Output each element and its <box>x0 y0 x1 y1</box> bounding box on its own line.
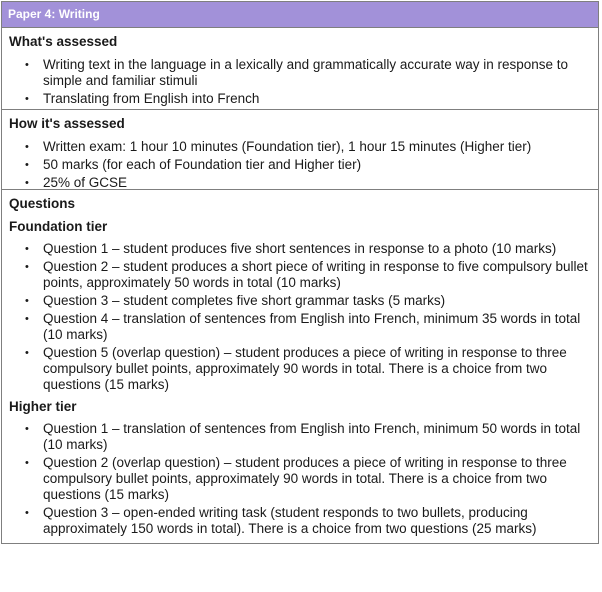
list-item: • Writing text in the language in a lexically and grammatically accurate way in response to simple and familiar stimuli <box>9 57 592 89</box>
list-item: • Written exam: 1 hour 10 minutes (Foundation tier), 1 hour 15 minutes (Higher tier) <box>9 139 592 155</box>
questions-section <box>2 190 598 543</box>
higher-tier-list <box>9 421 592 537</box>
list-item: • Question 2 (overlap question) – student produces a piece of writing in response to three compulsory bullet points, approximately 90 words in total. There is a choice from two questions (15 marks) <box>9 455 592 503</box>
higher-tier-heading: Higher tier <box>9 399 77 414</box>
list-item: • Question 1 – translation of sentences from English into French, minimum 50 words in total (10 marks) <box>9 421 592 453</box>
list-item: • 25% of GCSE <box>9 175 592 191</box>
foundation-tier-list <box>9 241 592 393</box>
table-header-title: Paper 4: Writing <box>2 2 598 28</box>
list-item: • Question 5 (overlap question) – student produces a piece of writing in response to three compulsory bullet points, approximately 90 words in total. There is a choice from two questions (15 marks) <box>9 345 592 393</box>
foundation-tier-heading: Foundation tier <box>9 219 108 234</box>
list-item: • Translating from English into French <box>9 91 592 107</box>
list-item: • Question 1 – student produces five short sentences in response to a photo (10 marks) <box>9 241 592 257</box>
list-item: • Question 3 – student completes five short grammar tasks (5 marks) <box>9 293 592 309</box>
list-item: • Question 2 – student produces a short piece of writing in response to five compulsory bullet points, approximately 50 words in total (10 marks) <box>9 259 592 291</box>
list-item: • Question 4 – translation of sentences from English into French, minimum 35 words in total (10 marks) <box>9 311 592 343</box>
list-item: • 50 marks (for each of Foundation tier and Higher tier) <box>9 157 592 173</box>
questions-heading: Questions <box>9 196 76 211</box>
whats-assessed-heading: What's assessed <box>9 34 118 49</box>
how-assessed-section <box>2 110 598 190</box>
paper-spec-table <box>1 1 599 544</box>
how-assessed-heading: How it's assessed <box>9 116 125 131</box>
list-item: • Question 3 – open-ended writing task (student responds to two bullets, producing approximately 150 words in total). There is a choice from two questions (25 marks) <box>9 505 592 537</box>
whats-assessed-section <box>2 28 598 110</box>
whats-assessed-list <box>9 57 592 107</box>
how-assessed-list <box>9 139 592 191</box>
